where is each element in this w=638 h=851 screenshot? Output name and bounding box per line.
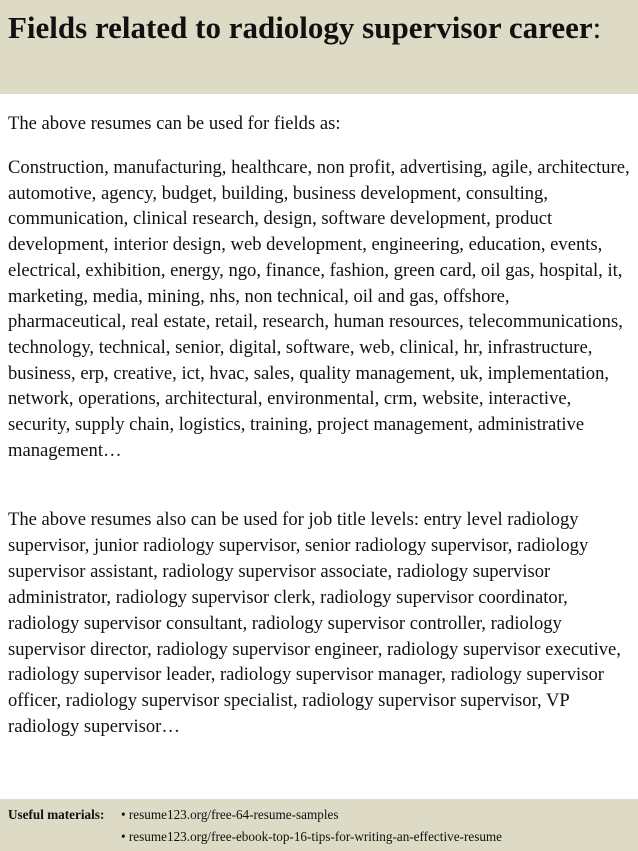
resource-link-text[interactable]: • resume123.org/free-64-resume-samples bbox=[121, 807, 339, 822]
page-title-colon: : bbox=[592, 10, 602, 45]
page-title-text: Fields related to radiology supervisor career bbox=[8, 10, 593, 45]
job-title-levels: The above resumes also can be used for job title levels: entry level radiology supervisor, junior radiology supervisor, senior radiology supervisor, radiology supervisor assistant, radiology supervisor associate, radiology supervisor administrator, radiology supervisor clerk, radiology supervisor coordinator, radiology supervisor consultant, radiology supervisor controller, radiology supervisor director, radiology supervisor engineer, radiology supervisor executive, radiology supervisor leader, radiology supervisor manager, radiology supervisor officer, radiology supervisor specialist, radiology supervisor supervisor, VP radiology supervisor… bbox=[8, 509, 621, 738]
fields-list: Construction, manufacturing, healthcare, non profit, advertising, agile, architecture, automotive, agency, budget, building, business development, consulting, communication, clinical research, design, software development, product development, interior design, web development, engineering, education, events, electrical, exhibition, energy, ngo, finance, fashion, green card, oil gas, hospital, it, marketing, media, mining, nhs, non technical, oil and gas, offshore, pharmaceutical, real estate, retail, research, human resources, telecommunications, technology, technical, senior, digital, software, web, clinical, hr, infrastructure, business, erp, creative, ict, hvac, sales, quality management, uk, implementation, network, operations, architectural, environmental, crm, website, interactive, security, supply chain, logistics, training, project management, administrative management… bbox=[8, 157, 630, 461]
resource-link-text[interactable]: • resume123.org/free-ebook-top-16-tips-for-writing-an-effective-resume bbox=[121, 829, 503, 844]
resource-link-ebook-tips[interactable] bbox=[121, 828, 502, 846]
page-title bbox=[8, 8, 628, 48]
intro-text: The above resumes can be used for fields as: bbox=[8, 113, 341, 134]
useful-materials-label bbox=[8, 806, 104, 824]
useful-materials-label-text: Useful materials bbox=[8, 807, 100, 822]
useful-materials-separator: : bbox=[99, 807, 105, 822]
resource-link-resume-samples[interactable] bbox=[121, 806, 339, 824]
